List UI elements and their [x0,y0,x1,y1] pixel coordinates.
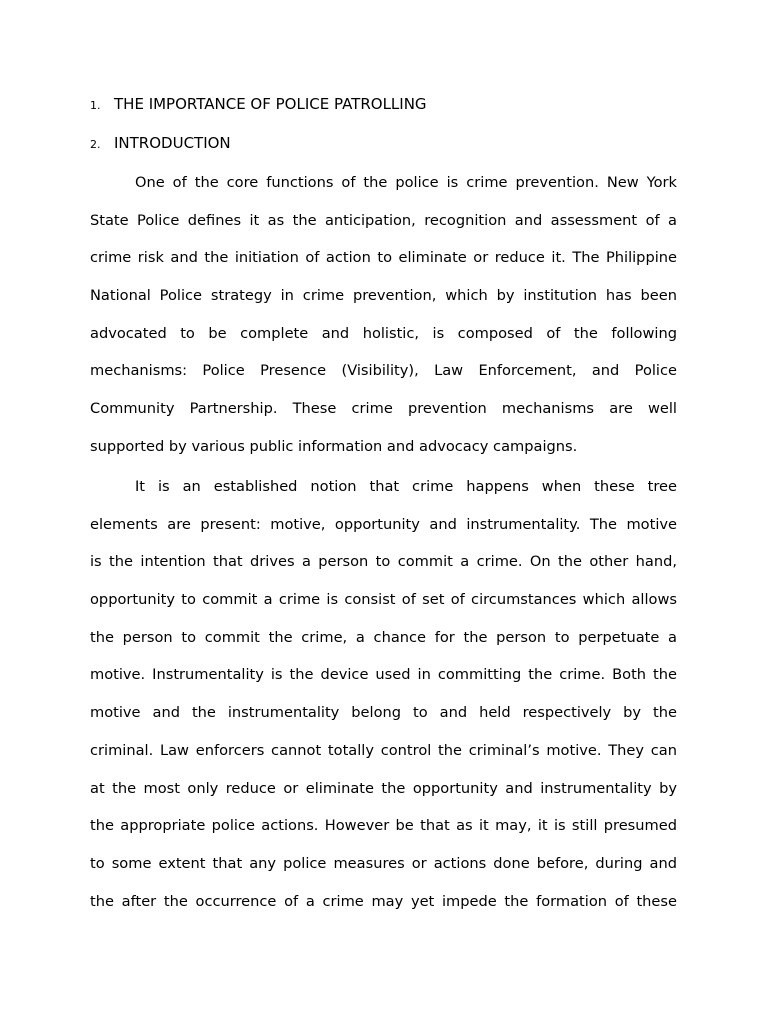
heading-number: 2. [90,138,101,151]
text-line: advocated to be complete and holistic, is composed of the following [90,324,677,342]
text-line: supported by various public information and advocacy campaigns. [90,437,578,455]
heading-number: 1. [90,99,101,112]
text-line: the person to commit the crime, a chance for the person to perpetuate a [90,628,677,646]
text-line: to some extent that any police measures or actions done before, during and [90,854,677,872]
text-line: crime risk and the initiation of action to eliminate or reduce it. The Philippine [90,249,677,267]
paragraph-2 [90,468,677,920]
text-line: One of the core functions of the police is crime prevention. New York [135,174,677,191]
text-line: mechanisms: Police Presence (Visibility), Law Enforcement, and Police [90,362,677,380]
paragraph-1 [90,164,677,466]
text-line: the after the occurrence of a crime may yet impede the formation of these [90,892,677,910]
text-line: motive and the instrumentality belong to and held respectively by the [90,704,677,722]
text-line: opportunity to commit a crime is consist of set of circumstances which allows [90,591,677,609]
text-line: It is an established notion that crime happens when these tree [135,478,677,495]
heading-text: THE IMPORTANCE OF POLICE PATROLLING [114,95,427,113]
text-line: State Police defines it as the anticipation, recognition and assessment of a [90,211,677,229]
section-heading-1 [90,94,427,116]
text-line: elements are present: motive, opportunity and instrumentality. The motive [90,515,677,533]
heading-text: INTRODUCTION [114,134,231,152]
text-line: National Police strategy in crime prevention, which by institution has been [90,287,677,305]
text-line: motive. Instrumentality is the device used in committing the crime. Both the [90,666,677,684]
text-line: the appropriate police actions. However be that as it may, it is still presumed [90,817,677,835]
section-heading-2 [90,133,231,155]
text-line: at the most only reduce or eliminate the opportunity and instrumentality by [90,779,677,797]
text-line: Community Partnership. These crime prevention mechanisms are well [90,400,677,418]
text-line: criminal. Law enforcers cannot totally control the criminal’s motive. They can [90,741,677,759]
text-line: is the intention that drives a person to commit a crime. On the other hand, [90,553,677,571]
